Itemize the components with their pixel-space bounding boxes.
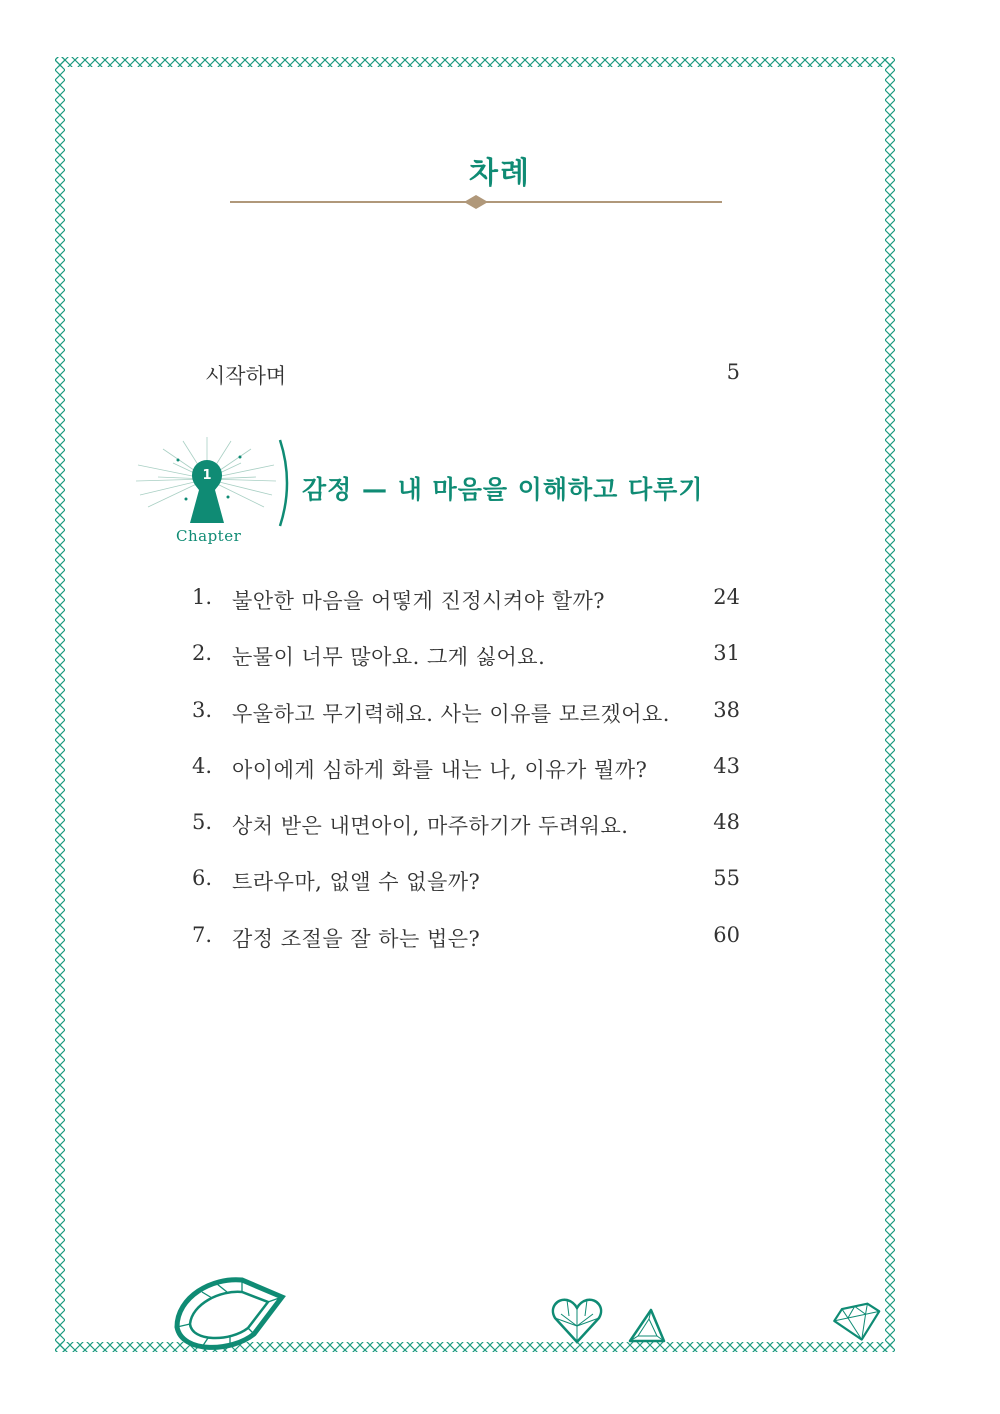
toc-item-page: 43 [713,753,740,778]
chapter-label: Chapter [176,527,242,545]
toc-item-label: 아이에게 심하게 화를 내는 나, 이유가 뭘까? [232,757,648,782]
heart-gem-icon [551,1296,603,1344]
toc-item-page: 31 [713,641,740,666]
title-divider [230,190,722,214]
toc-item-number: 7. [192,922,213,947]
toc-item-label: 감정 조절을 잘 하는 법은? [232,926,481,951]
toc-item[interactable] [192,810,740,866]
triangle-gem-icon [627,1307,667,1345]
toc-intro-page: 5 [726,360,740,384]
toc-item-label: 상처 받은 내면아이, 마주하기가 두려워요. [232,814,629,839]
toc-item-label: 트라우마, 없앨 수 없을까? [232,870,481,895]
chapter-number: 1 [202,468,212,483]
toc-item-number: 2. [192,641,213,666]
toc-intro-label: 시작하며 [205,364,287,388]
toc-item-page: 48 [713,810,740,835]
toc-list [192,585,740,979]
toc-item-number: 1. [192,585,213,609]
toc-item[interactable] [192,585,740,641]
toc-item-label: 우울하고 무기력해요. 사는 이유를 모르겠어요. [232,701,670,726]
chapter-title: 감정 — 내 마음을 이해하고 다루기 [302,475,704,504]
toc-item[interactable] [192,866,740,922]
toc-item-page: 60 [713,922,740,947]
toc-item-number: 3. [192,697,213,722]
toc-item-page: 38 [713,697,740,722]
page-title: 차례 [469,156,531,191]
toc-item-number: 6. [192,866,213,891]
toc-item[interactable] [192,698,740,754]
pear-gem-icon [172,1272,287,1354]
toc-item-number: 4. [192,753,213,778]
toc-item[interactable] [192,641,740,697]
chapter-bracket [276,438,296,528]
diamond-gem-icon [831,1302,885,1342]
toc-item[interactable] [192,754,740,810]
toc-item-page: 55 [713,866,740,891]
toc-item-page: 24 [713,585,740,609]
toc-item[interactable] [192,923,740,979]
toc-item-label: 눈물이 너무 많아요. 그게 싫어요. [232,645,546,670]
toc-intro-row[interactable] [205,360,740,390]
toc-item-label: 불안한 마음을 어떻게 진정시켜야 할까? [232,589,606,613]
toc-item-number: 5. [192,810,213,835]
